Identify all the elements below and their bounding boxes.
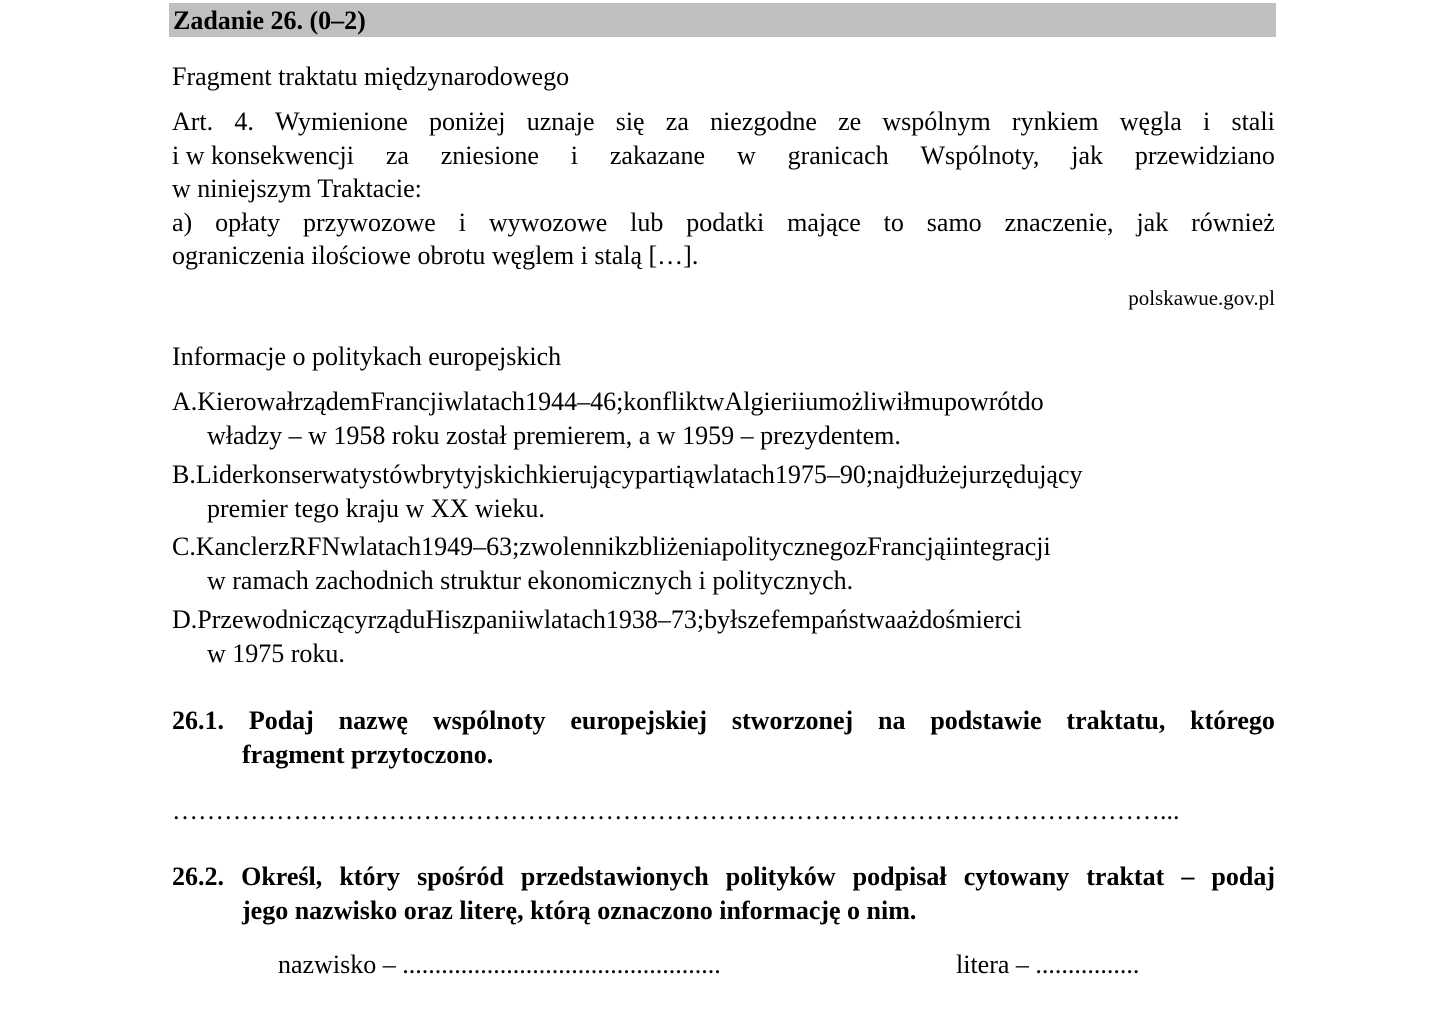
treaty-heading: Fragment traktatu międzynarodowego — [172, 62, 570, 91]
word: latach — [712, 460, 775, 489]
word: w — [525, 605, 544, 634]
word: 4. — [234, 107, 254, 136]
word: aż — [896, 605, 920, 634]
word: D. — [172, 605, 198, 634]
answer-26-1-field[interactable]: ……………………………………………………………………………………………………... — [172, 796, 1180, 825]
word: traktatu, — [1066, 706, 1166, 735]
word: zniesione — [440, 140, 539, 170]
question-26-1-line-1 — [172, 704, 1275, 738]
word: węgla — [1119, 107, 1182, 136]
word: powrót — [943, 387, 1018, 416]
word: Art. — [172, 107, 214, 136]
word: w — [705, 387, 725, 416]
word: państwa — [811, 605, 897, 634]
word: lub — [630, 207, 664, 237]
word: to — [883, 207, 904, 237]
word: 1975–90; — [774, 460, 874, 489]
word: Kanclerz — [195, 532, 290, 561]
word: za — [385, 140, 409, 170]
word: konflikt — [623, 387, 706, 416]
word: za — [665, 107, 689, 136]
article-line-4 — [172, 206, 1275, 240]
word: Francją — [867, 532, 946, 561]
word: latach — [359, 532, 422, 561]
letter-answer-field[interactable]: litera – ................ — [956, 950, 1140, 979]
word: Kierował — [197, 387, 295, 416]
word: – — [1181, 862, 1195, 891]
word: stworzonej — [731, 706, 854, 735]
word: 26.1. — [172, 706, 224, 735]
word: kierujący — [538, 460, 635, 489]
word: mające — [787, 207, 861, 237]
word: spośród — [417, 862, 504, 891]
word: do — [1017, 387, 1044, 416]
word: uznaje — [526, 107, 595, 136]
word: A. — [172, 387, 198, 416]
article-line-2 — [172, 139, 1275, 173]
word: latach — [462, 387, 526, 416]
word: i — [570, 140, 579, 170]
word: najdłużej — [873, 460, 969, 489]
article-line-1 — [172, 105, 1275, 139]
word: Określ, — [241, 862, 323, 891]
word: ograniczenia ilościowe obrotu węglem i stalą […]. — [172, 241, 699, 270]
word: ze — [838, 107, 862, 136]
word: 1938–73; — [605, 605, 705, 634]
word: w — [694, 460, 713, 489]
word: podstawie — [930, 706, 1042, 735]
task-title: Zadanie 26. (0–2) — [173, 6, 366, 35]
word: zbliżenia — [627, 532, 722, 561]
word: się — [615, 107, 645, 136]
word: Lider — [195, 460, 253, 489]
word: Algierii — [724, 387, 806, 416]
word: konserwatystów — [252, 460, 422, 489]
word: również — [1191, 207, 1275, 237]
word: polityków — [725, 862, 836, 891]
word: szefem — [737, 605, 811, 634]
word: w — [736, 140, 756, 170]
word: urzędujący — [968, 460, 1083, 489]
word: niezgodne — [710, 107, 817, 136]
word: wspólnym — [882, 107, 991, 136]
politician-c-line-1 — [172, 530, 1275, 564]
word: umożliwił — [805, 387, 911, 416]
word: 26.2. — [172, 862, 224, 891]
word: Wspólnoty, — [920, 140, 1040, 170]
word: B. — [172, 460, 196, 489]
word: samo — [926, 207, 982, 237]
word: wywozowe — [488, 207, 608, 237]
word: na — [878, 706, 906, 735]
politician-d-line-2: w 1975 roku. — [207, 638, 345, 668]
word: politycznego — [721, 532, 856, 561]
word: RFN — [289, 532, 341, 561]
word: opłaty — [215, 207, 281, 237]
word: rządu — [367, 605, 426, 634]
question-26-2-line-2: jego nazwisko oraz literę, którą oznaczono informację o nim. — [242, 895, 917, 925]
word: przewidziano — [1134, 140, 1275, 170]
politician-d-line-1 — [172, 603, 1275, 637]
politician-b-line-1 — [172, 458, 1275, 492]
word: i — [945, 532, 953, 561]
article-line-3 — [172, 172, 1275, 206]
word: stali — [1231, 107, 1275, 136]
word: zakazane — [609, 140, 706, 170]
word: podatki — [686, 207, 765, 237]
word: podpisał — [852, 862, 947, 891]
word: w niniejszym Traktacie: — [172, 174, 422, 203]
surname-answer-field[interactable]: nazwisko – ................................................. — [278, 950, 721, 979]
word: integracji — [952, 532, 1051, 561]
word: w — [444, 387, 463, 416]
word: brytyjskich — [421, 460, 539, 489]
word: i w konsekwencji — [172, 140, 354, 170]
word: Francji — [370, 387, 445, 416]
politician-b-line-2: premier tego kraju w XX wieku. — [207, 493, 545, 523]
politician-item-c — [172, 530, 1275, 597]
word: który — [339, 862, 400, 891]
politicians-heading: Informacje o politykach europejskich — [172, 342, 562, 371]
word: 1949–63; — [421, 532, 520, 561]
word: śmierci — [945, 605, 1022, 634]
word: podaj — [1211, 862, 1275, 891]
word: C. — [172, 532, 196, 561]
word: 1944–46; — [525, 387, 624, 416]
word: którego — [1190, 706, 1275, 735]
word: latach — [543, 605, 606, 634]
treaty-citation: polskawue.gov.pl — [1128, 286, 1275, 310]
word: Przewodniczący — [197, 605, 368, 634]
word: europejskiej — [570, 706, 708, 735]
politician-a-line-2: władzy – w 1958 roku został premierem, a w 1959 – prezydentem. — [207, 420, 901, 450]
word: mu — [910, 387, 944, 416]
politician-item-a — [172, 385, 1275, 452]
politician-a-line-1 — [172, 385, 1275, 419]
politician-item-d — [172, 603, 1275, 670]
question-26-1 — [172, 704, 1275, 771]
word: jak — [1136, 207, 1169, 237]
word: wspólnoty — [432, 706, 546, 735]
word: rynkiem — [1011, 107, 1099, 136]
word: w — [340, 532, 360, 561]
word: do — [919, 605, 946, 634]
word: poniżej — [428, 107, 506, 136]
treaty-article — [172, 105, 1275, 273]
word: Wymienione — [275, 107, 408, 136]
word: z — [855, 532, 868, 561]
word: zwolennik — [519, 532, 628, 561]
word: traktat — [1086, 862, 1165, 891]
word: rządem — [294, 387, 371, 416]
word: i — [458, 207, 466, 237]
word: Hiszpanii — [425, 605, 526, 634]
word: Podaj — [248, 706, 314, 735]
word: przywozowe — [302, 207, 436, 237]
article-line-5 — [172, 239, 1275, 273]
question-26-2 — [172, 860, 1275, 927]
politician-item-b — [172, 458, 1275, 525]
question-26-1-line-2: fragment przytoczono. — [242, 739, 494, 769]
question-26-2-line-1 — [172, 860, 1275, 894]
word: cytowany — [963, 862, 1070, 891]
word: granicach — [787, 140, 889, 170]
word: jak — [1071, 140, 1103, 170]
word: był — [704, 605, 738, 634]
word: przedstawionych — [520, 862, 709, 891]
politician-c-line-2: w ramach zachodnich struktur ekonomicznych i politycznych. — [207, 565, 854, 595]
word: partią — [634, 460, 695, 489]
word: i — [1203, 107, 1211, 136]
word: znaczenie, — [1004, 207, 1114, 237]
word: a) — [172, 207, 193, 237]
word: nazwę — [338, 706, 408, 735]
